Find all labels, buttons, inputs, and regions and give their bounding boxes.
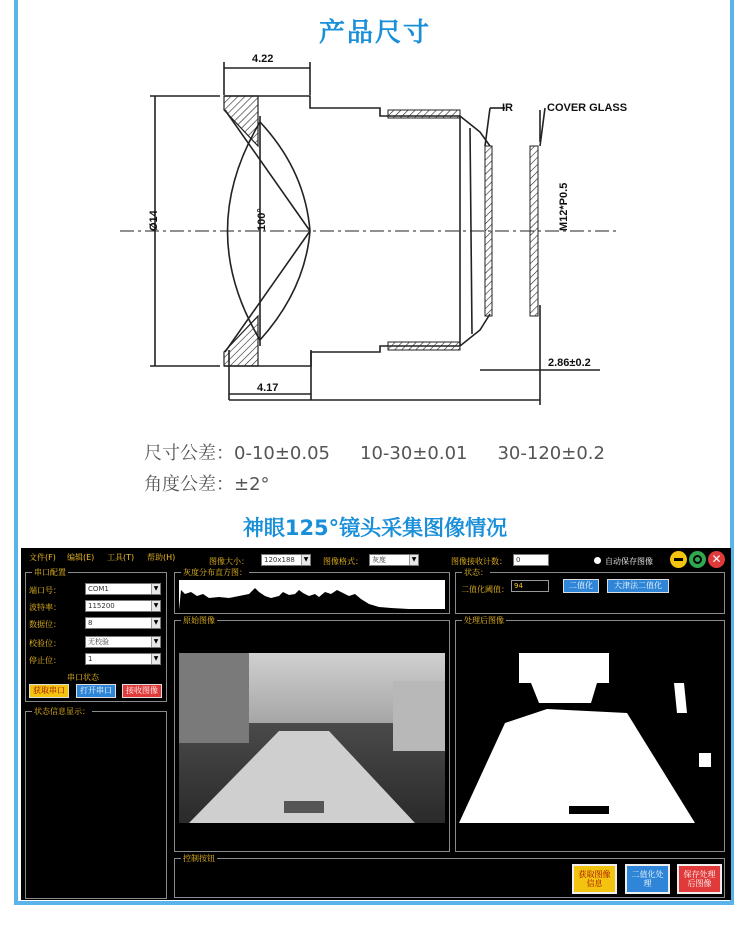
stop-bits-label: 停止位： [29, 656, 61, 665]
status-info-group [25, 707, 167, 899]
image-size-label: 图像大小： [209, 557, 249, 566]
chevron-down-icon: ▼ [151, 637, 160, 647]
binarize-button[interactable]: 二值化 [563, 579, 599, 593]
save-processed-image-button[interactable]: 保存处理后图像 [677, 864, 722, 894]
menu-tools[interactable]: 工具(T) [107, 553, 135, 562]
angle-tolerance: 角度公差：±2° [144, 474, 270, 495]
dim-right-label: 2.86±0.2 [548, 357, 591, 369]
size-tolerance [144, 439, 635, 465]
capture-title: 神眼125°镜头采集图像情况 [242, 516, 508, 540]
parity-value: 无校验 [88, 638, 109, 646]
threshold-field[interactable]: 94 [511, 580, 549, 592]
port-label: 端口号： [29, 586, 61, 595]
parity-select[interactable] [85, 636, 161, 648]
auto-save-label: 自动保存图像 [605, 557, 653, 566]
histogram-title: 灰度分布直方图： [183, 568, 247, 577]
capture-app-window [21, 548, 731, 900]
image-size-value: 120x188 [264, 556, 295, 564]
binarize-process-button[interactable]: 二值化处理 [625, 864, 670, 894]
image-format-value: 灰度 [372, 556, 386, 564]
serial-config-title: 串口配置 [34, 568, 66, 577]
chevron-down-icon: ▼ [151, 618, 160, 628]
processed-image-title: 处理后图像 [464, 616, 504, 625]
recv-count-field: 0 [513, 554, 549, 566]
serial-status-title: 串口状态 [67, 673, 99, 682]
restore-icon[interactable] [689, 551, 706, 568]
original-image-title: 原始图像 [183, 616, 215, 625]
dim-top-label: 4.22 [252, 53, 274, 65]
threshold-label: 二值化阈值： [461, 585, 509, 594]
tolerance-range-2: 10-30±0.01 [360, 443, 468, 464]
cover-glass-label: COVER GLASS [547, 102, 628, 114]
stop-bits-select[interactable] [85, 653, 161, 665]
data-bits-select[interactable] [85, 617, 161, 629]
open-port-button[interactable]: 打开串口 [76, 684, 116, 698]
dim-diameter-label: Ø14 [148, 210, 160, 231]
baud-select[interactable] [85, 600, 161, 612]
image-size-select[interactable] [261, 554, 311, 566]
minimize-icon[interactable] [670, 551, 687, 568]
tolerance-range-1: 0-10±0.05 [234, 443, 331, 464]
stop-bits-value: 1 [88, 655, 93, 663]
angle-label: 100° [256, 208, 268, 231]
image-format-select[interactable] [369, 554, 419, 566]
get-image-info-button[interactable]: 获取图像信息 [572, 864, 617, 894]
thread-label: M12*P0.5 [558, 182, 570, 231]
image-format-label: 图像格式： [323, 557, 363, 566]
histogram-chart [179, 580, 445, 610]
menu-help[interactable]: 帮助(H) [147, 553, 176, 562]
tolerance-range-3: 30-120±0.2 [497, 443, 605, 464]
data-bits-value: 8 [88, 619, 93, 627]
get-port-button[interactable]: 获取串口 [29, 684, 69, 698]
processed-binary-image [459, 643, 721, 828]
baud-value: 115200 [88, 602, 115, 610]
control-title: 控制按钮 [183, 854, 215, 863]
chevron-down-icon: ▼ [409, 555, 418, 565]
recv-count-label: 图像接收计数： [451, 557, 507, 566]
product-size-title: 产品尺寸 [318, 18, 431, 48]
status-info-title: 状态信息显示： [34, 707, 90, 716]
state-title: 状态： [464, 568, 488, 577]
dim-bottom-label: 4.17 [257, 382, 279, 394]
size-tolerance-label: 尺寸公差： [144, 443, 234, 464]
parity-label: 校验位： [29, 639, 61, 648]
chevron-down-icon: ▼ [151, 601, 160, 611]
chevron-down-icon: ▼ [301, 555, 310, 565]
original-camera-image [179, 653, 445, 823]
baud-label: 波特率： [29, 603, 61, 612]
receive-image-button[interactable]: 接收图像 [122, 684, 162, 698]
chevron-down-icon: ▼ [151, 584, 160, 594]
lens-drawing [100, 50, 660, 420]
auto-save-radio[interactable] [594, 557, 601, 564]
menu-file[interactable]: 文件(F) [29, 553, 56, 562]
chevron-down-icon: ▼ [151, 654, 160, 664]
port-select[interactable] [85, 583, 161, 595]
ir-label: IR [502, 102, 513, 114]
data-bits-label: 数据位： [29, 620, 61, 629]
close-icon[interactable]: ✕ [708, 551, 725, 568]
otsu-binarize-button[interactable]: 大津法二值化 [607, 579, 669, 593]
port-value: COM1 [88, 585, 109, 593]
menu-edit[interactable]: 编辑(E) [67, 553, 95, 562]
